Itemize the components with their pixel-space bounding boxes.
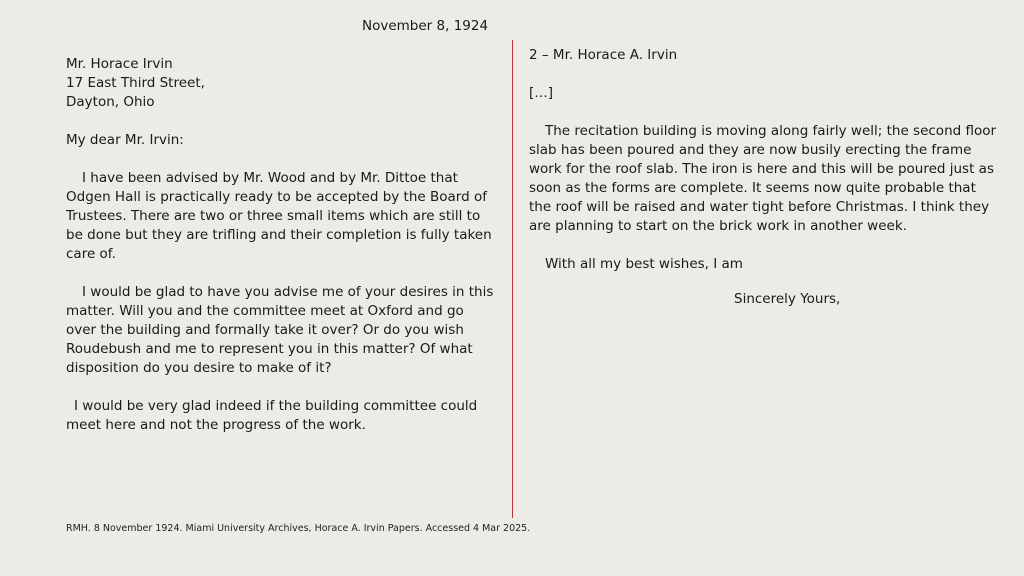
page-two-header: 2 – Mr. Horace A. Irvin [529,47,678,63]
salutation: My dear Mr. Irvin: [66,132,184,148]
paragraph-best-wishes [529,255,991,274]
paragraph-line: Odgen Hall is practically ready to be accepted by the Board of [66,189,487,205]
paragraph-line: matter. Will you and the committee meet at Oxford and go [66,303,464,319]
recipient-city: Dayton, Ohio [66,94,155,110]
paragraph-line: are planning to start on the brick work in another week. [529,218,907,234]
source-citation: RMH. 8 November 1924. Miami University Archives, Horace A. Irvin Papers. Accessed 4 Mar 2025. [66,523,531,534]
paragraph-recitation [529,122,997,236]
paragraph-desires [66,283,498,378]
paragraph-line: Trustees. There are two or three small items which are still to [66,208,481,224]
paragraph-line: The recitation building is moving along fairly well; the second floor [545,123,997,139]
page-divider [512,40,513,518]
paragraph-line: the roof will be raised and water tight before Christmas. I think they [529,199,990,215]
paragraph-line: slab has been poured and they are now busily erecting the frame [529,142,972,158]
letter-closing: Sincerely Yours, [734,291,841,307]
paragraph-line: I would be very glad indeed if the building committee could [74,398,478,414]
paragraph-line: be done but they are trifling and their completion is fully taken [66,227,492,243]
paragraph-line: care of. [66,246,116,262]
paragraph-line: Roudebush and me to represent you in this matter? Of what [66,341,473,357]
paragraph-line: work for the roof slab. The iron is here and this will be poured just as [529,161,994,177]
paragraph-line: I would be glad to have you advise me of your desires in this [82,284,494,300]
paragraph-committee [66,397,498,435]
paragraph-advised [66,169,498,264]
letter-page-two [529,46,997,274]
paragraph-line: meet here and not the progress of the work. [66,417,366,433]
letter-date: November 8, 1924 [362,18,489,34]
paragraph-line: With all my best wishes, I am [545,256,743,272]
paragraph-line: over the building and formally take it over? Or do you wish [66,322,464,338]
recipient-name: Mr. Horace Irvin [66,56,173,72]
letter-page-one [66,55,498,435]
recipient-street: 17 East Third Street, [66,75,205,91]
paragraph-line: disposition do you desire to make of it? [66,360,332,376]
omission-marker: […] [529,85,554,101]
paragraph-line: I have been advised by Mr. Wood and by Mr. Dittoe that [82,170,458,186]
paragraph-line: soon as the forms are complete. It seems now quite probable that [529,180,976,196]
